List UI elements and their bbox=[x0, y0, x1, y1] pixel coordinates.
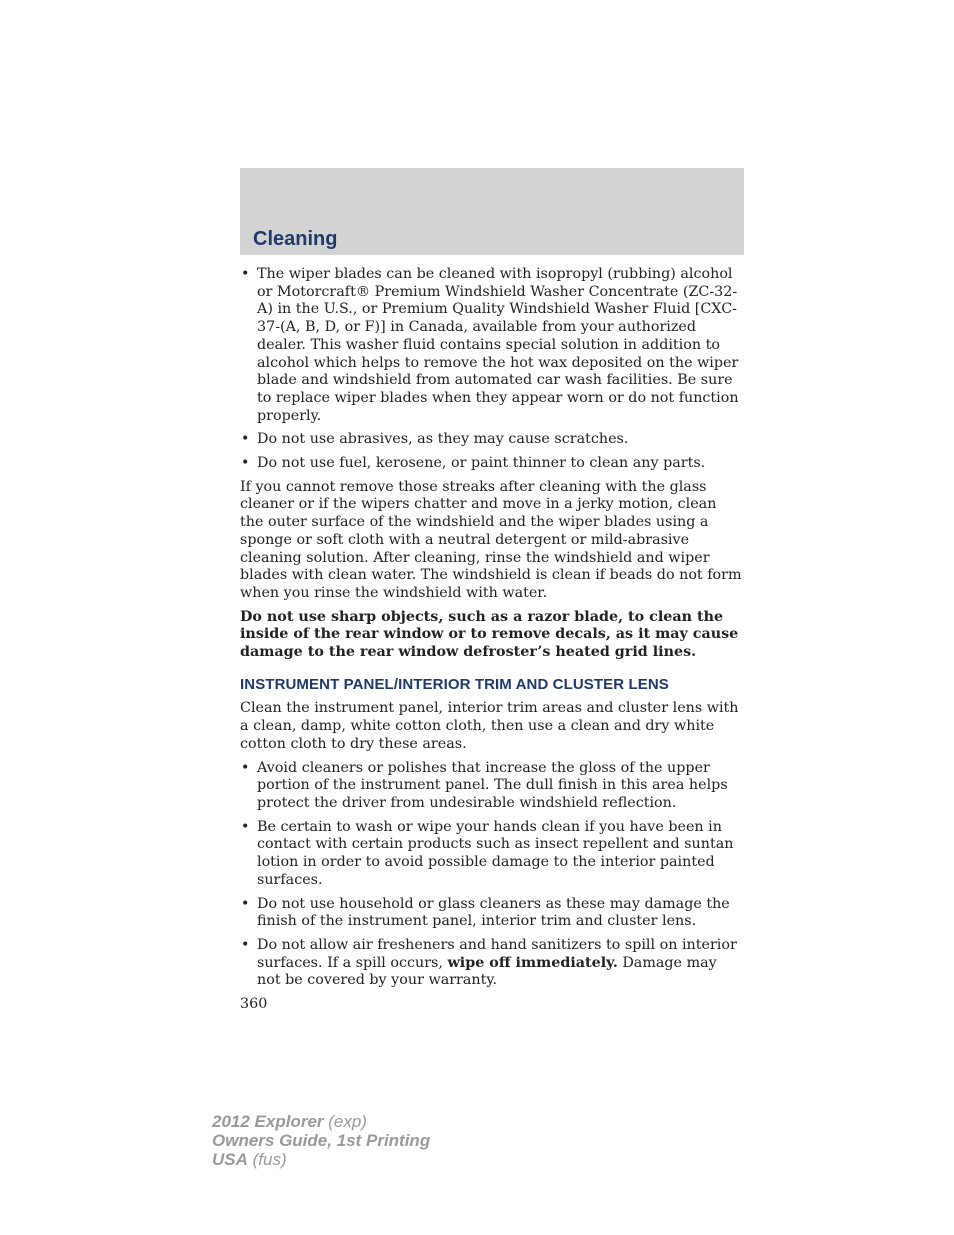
section-header-band bbox=[240, 168, 744, 255]
footer-model: 2012 Explorer bbox=[212, 1112, 324, 1131]
instrument-panel-intro: Clean the instrument panel, interior trim areas and cluster lens with a clean, damp, white cotton cloth, then use a clean and dry white cotton cloth to dry these areas. bbox=[240, 700, 739, 752]
footer-model-code: (exp) bbox=[323, 1112, 367, 1131]
footer-line-market bbox=[212, 1150, 430, 1169]
instrument-panel-bullet-list bbox=[240, 760, 744, 990]
footer-line-model bbox=[212, 1112, 430, 1131]
footer-market: USA bbox=[212, 1150, 248, 1169]
spill-text-after: Damage may not be covered by your warranty. bbox=[257, 954, 717, 989]
list-item: • Do not use fuel, kerosene, or paint thinner to clean any parts. bbox=[240, 455, 744, 473]
list-item: • Avoid cleaners or polishes that increase the gloss of the upper portion of the instrument panel. The dull finish in this area helps protect the driver from undesirable windshield reflection. bbox=[240, 760, 744, 813]
document-footer bbox=[212, 1112, 430, 1169]
footer-line-guide: Owners Guide, 1st Printing bbox=[212, 1131, 431, 1150]
list-item: • Be certain to wash or wipe your hands clean if you have been in contact with certain products such as insect repellent and suntan lotion in order to avoid possible damage to the interior painted surfaces. bbox=[240, 819, 744, 890]
rear-window-warning: Do not use sharp objects, such as a razor blade, to clean the inside of the rear window or to remove decals, as it may cause damage to the rear window defroster’s heated grid lines. bbox=[240, 608, 739, 661]
streaks-paragraph: If you cannot remove those streaks after cleaning with the glass cleaner or if the wipers chatter and move in a jerky motion, clean the outer surface of the windshield and the wiper blades using a sponge or soft cloth with a neutral detergent or mild-abrasive cleaning solution. After cleaning, rinse the windshield and wiper blades with clean water. The windshield is clean if beads do not form when you rinse the windshield with water. bbox=[240, 478, 742, 601]
instrument-panel-heading: INSTRUMENT PANEL/INTERIOR TRIM AND CLUSTER LENS bbox=[240, 675, 669, 693]
list-item bbox=[240, 937, 744, 990]
list-item: • The wiper blades can be cleaned with isopropyl (rubbing) alcohol or Motorcraft® Premium Windshield Washer Concentrate (ZC-32-A) in the U.S., or Premium Quality Windshield Washer Fluid [CXC-37-(A, B, D, or F)] in Canada, available from your authorized dealer. This washer fluid contains special solution in addition to alcohol which helps to remove the hot wax deposited on the wiper blade and windshield from automated car wash facilities. Be sure to replace wiper blades when they appear worn or do not function properly. bbox=[240, 266, 744, 425]
footer-market-code: (fus) bbox=[247, 1150, 287, 1169]
spill-text-bold: wipe off immediately. bbox=[447, 954, 618, 971]
spill-text-before: Do not allow air fresheners and hand sanitizers to spill on interior surfaces. If a spill occurs, bbox=[257, 936, 737, 971]
list-item: • Do not use abrasives, as they may cause scratches. bbox=[240, 431, 744, 449]
list-item: • Do not use household or glass cleaners as these may damage the finish of the instrument panel, interior trim and cluster lens. bbox=[240, 896, 744, 931]
wiper-bullet-list bbox=[240, 266, 744, 473]
page-number: 360 bbox=[240, 996, 268, 1013]
section-title: Cleaning bbox=[253, 228, 338, 250]
page-content bbox=[240, 266, 744, 1014]
